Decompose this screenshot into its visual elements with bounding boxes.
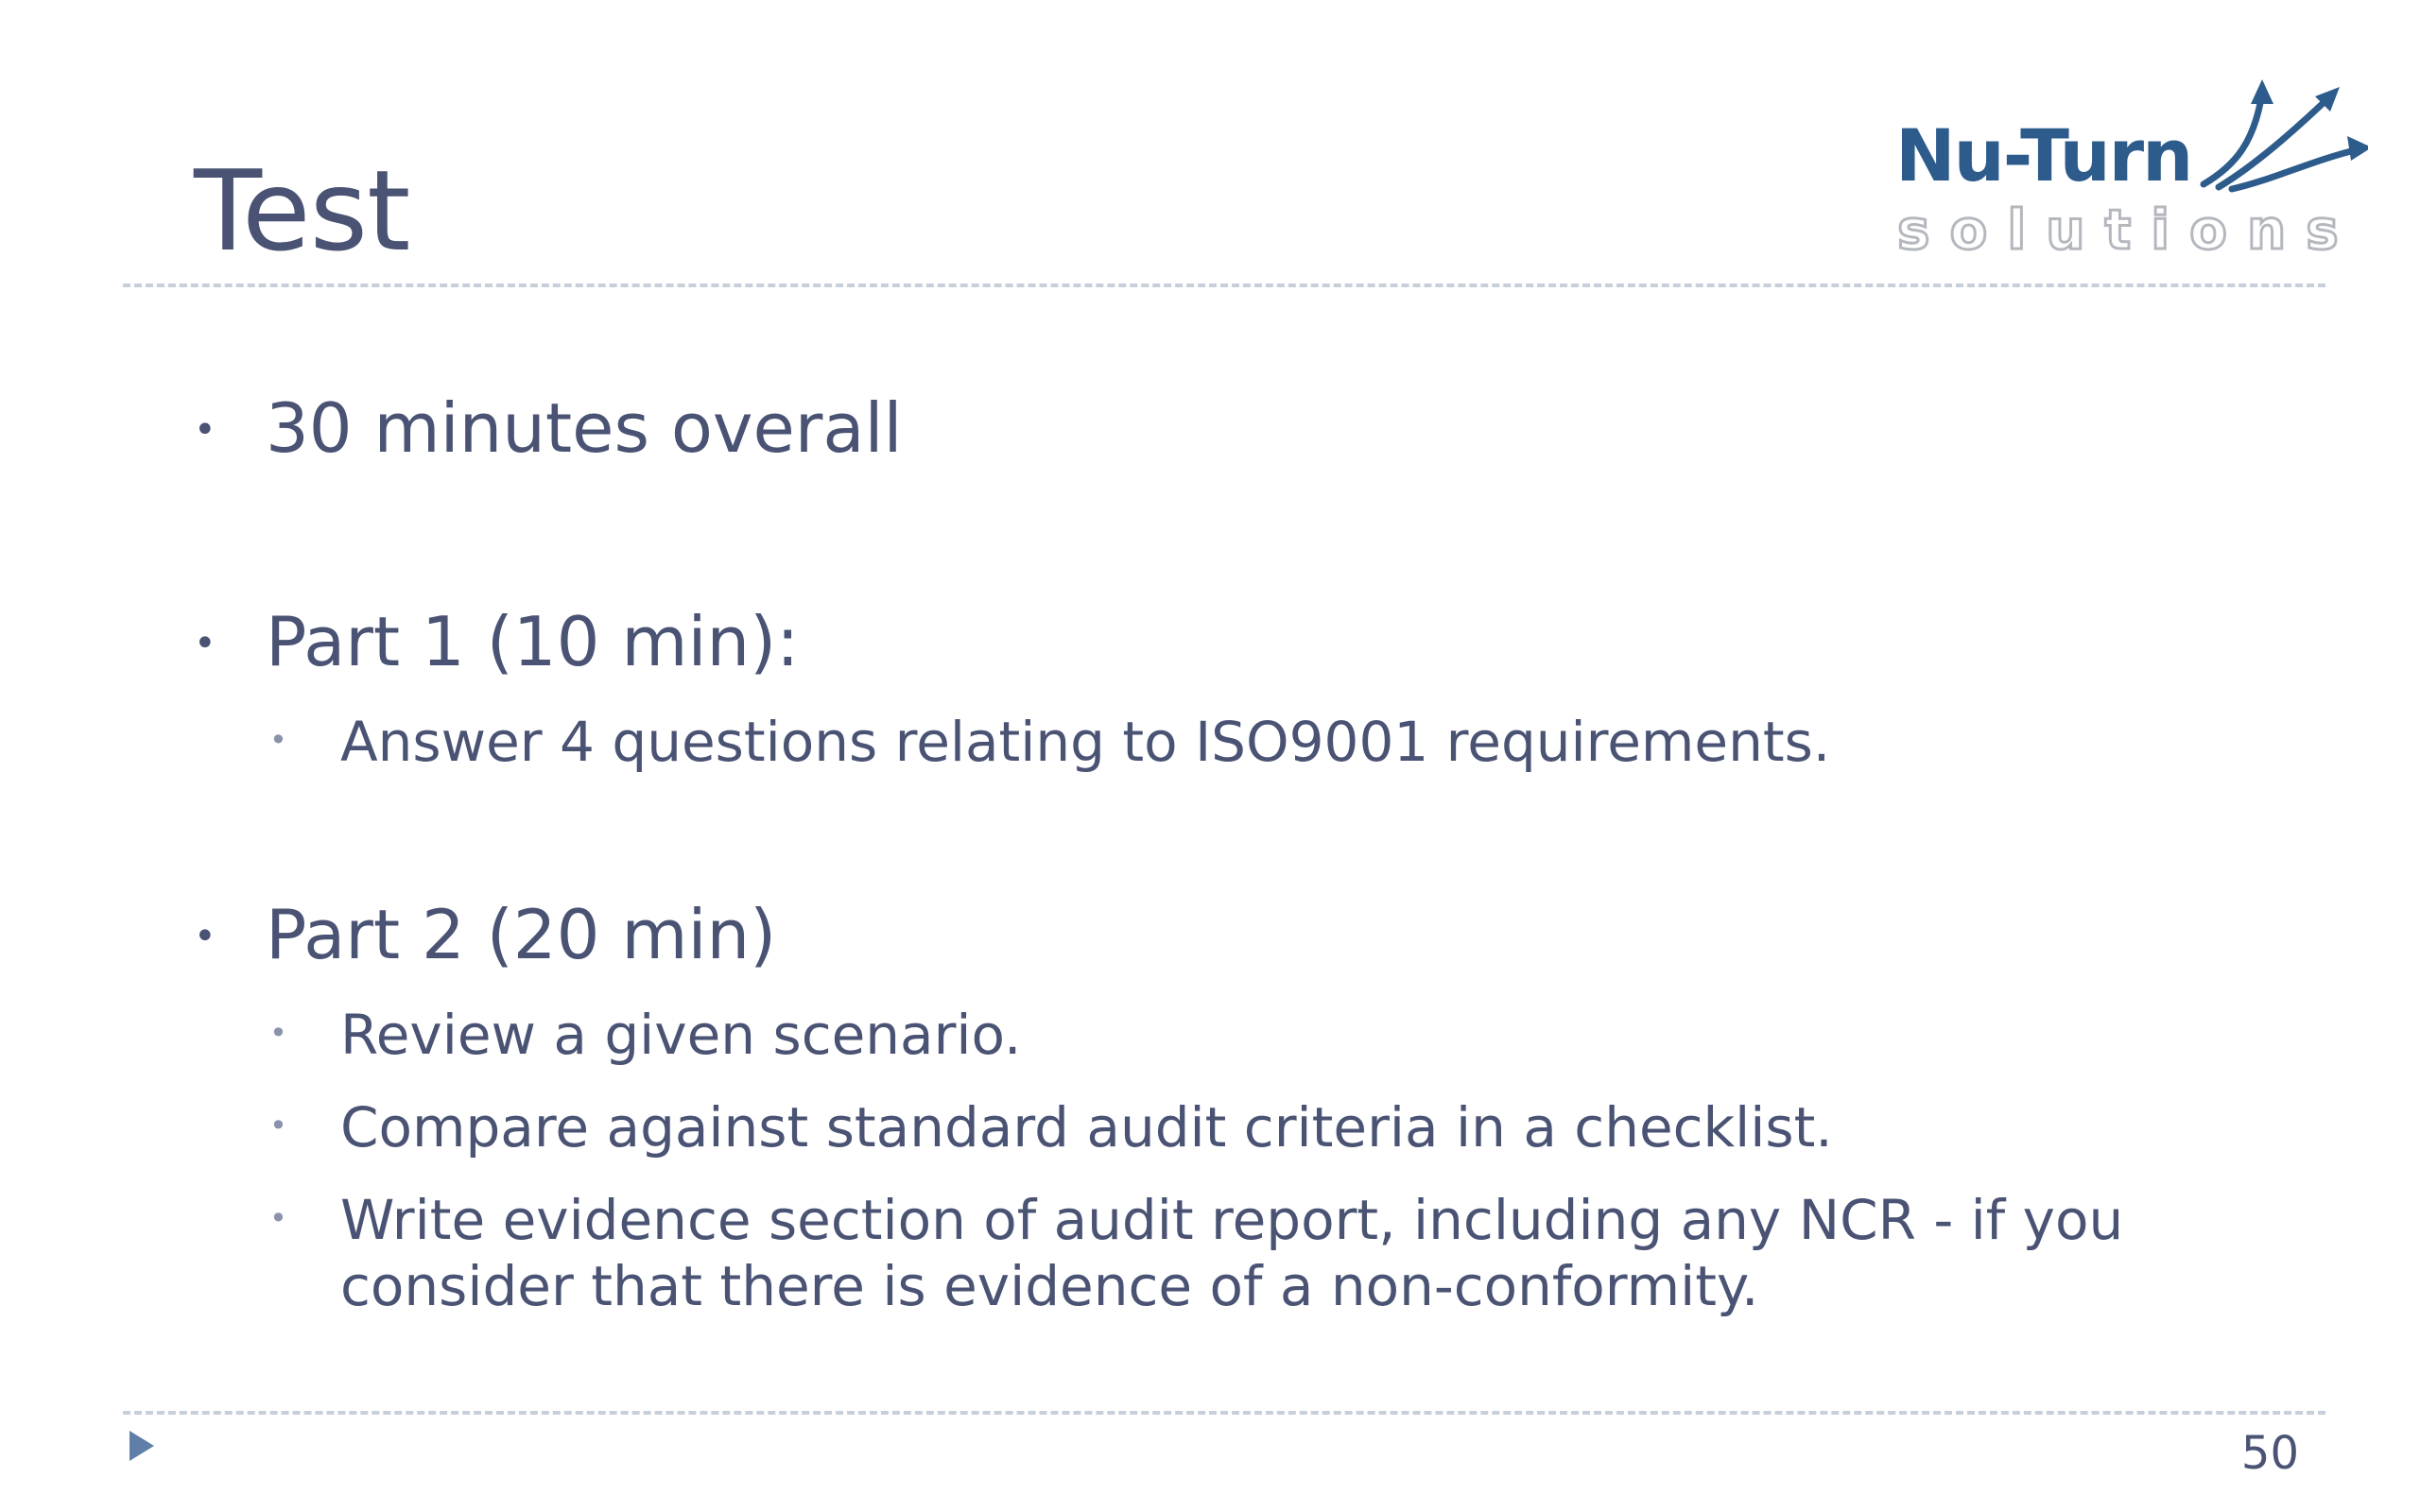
bullet-icon: • [194,915,216,958]
sub-bullet-text: Compare against standard audit criteria in a checklist. [340,1095,1833,1160]
sub-bullet-text: Answer 4 questions relating to ISO9001 requirements. [340,710,1831,774]
play-arrow-icon[interactable] [128,1429,156,1463]
sub-bullet-icon: • [269,1108,287,1143]
sub-bullet-icon: • [269,722,287,758]
slide-title: Test [194,146,410,276]
sub-bullet-icon: • [269,1015,287,1051]
sub-bullet-text: Write evidence section of audit report, including any NCR - if you consider that there is evidence of a non-conformity. [340,1188,2124,1318]
logo-name: Nu-Turn [1895,113,2192,198]
bullet-text: Part 1 (10 min): [266,602,800,681]
bullet-icon: • [194,408,216,452]
footer-divider [123,1411,2325,1415]
page-number: 50 [2240,1427,2299,1480]
bullet-icon: • [194,622,216,665]
bullet-text: 30 minutes overall [266,388,903,468]
sub-bullet-icon: • [269,1200,287,1236]
bullet-text: Part 2 (20 min) [266,895,777,974]
sub-bullet-text: Review a given scenario. [340,1003,1022,1067]
logo-subtitle: solutions [1897,198,2359,262]
